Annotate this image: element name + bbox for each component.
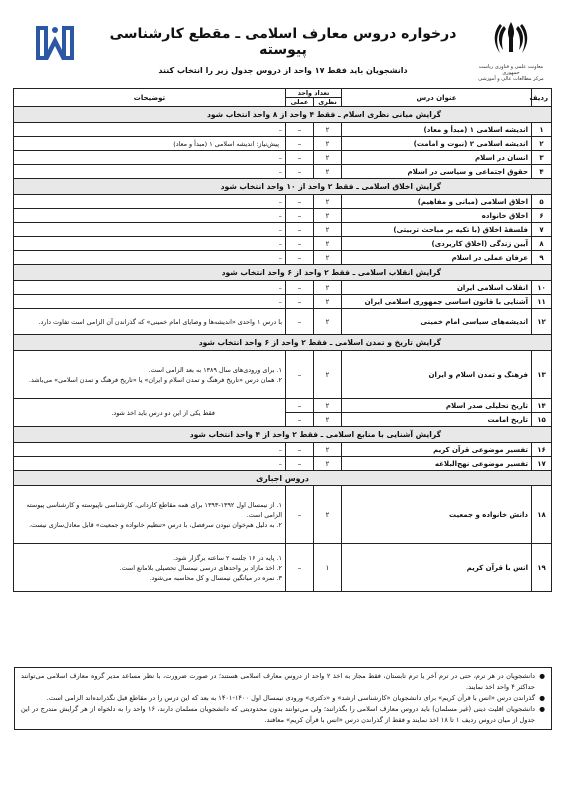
course-description: – (13, 443, 285, 457)
note-text: گذراندن درس «انس با قرآن کریم» برای دانشجویان «کارشناسی ارشد» و «دکتری» ورودی نیمسال اول ۱۴۰۰-۱۴۰۱ به بعد که این درس را در مقاطع قبل نگذرانده‌اند الزامی است. (46, 694, 535, 702)
theory-units: ۲ (314, 486, 342, 544)
row-number: ۱۱ (532, 295, 552, 309)
theory-units: ۲ (314, 457, 342, 471)
row-number: ۴ (532, 165, 552, 179)
group-heading: گرایش انقلاب اسلامی ـ فقط ۲ واحد از ۶ واحد انتخاب شود (13, 265, 551, 281)
table-row (13, 137, 551, 151)
practical-units: – (285, 251, 313, 265)
note-item (21, 704, 545, 726)
practical-units: – (285, 413, 313, 427)
row-number: ۱۰ (532, 281, 552, 295)
practical-units: – (285, 457, 313, 471)
course-title: تاریخ تحلیلی صدر اسلام (342, 399, 532, 413)
theory-units: ۲ (314, 223, 342, 237)
course-title: اندیشه اسلامی ۱ (مبدأ و معاد) (342, 123, 532, 137)
group-heading: گرایش اخلاق اسلامی ـ فقط ۲ واحد از ۱۰ واحد انتخاب شود (13, 179, 551, 195)
header-row-number: ردیف (532, 89, 552, 107)
row-number: ۱۴ (532, 399, 552, 413)
note-text: دانشجویان در هر ترم، حتی در ترم آخر یا ترم تابستان، فقط مجاز به اخذ ۲ واحد از دروس معارف اسلامی هستند؛ در صورت ضرورت، با نظر مساعد مدیر گروه معارف اسلامی می‌توانند حداکثر ۴ واحد اخذ نمایند. (21, 672, 535, 691)
practical-units: – (285, 309, 313, 335)
table-row (13, 351, 551, 399)
logo-caption: معاونت علمی و فناوری ریاست جمهوری مرکز مطالعات عالی و آموزشی (478, 64, 544, 82)
row-number: ۱۵ (532, 413, 552, 427)
course-title: حقوق اجتماعی و سیاسی در اسلام (342, 165, 532, 179)
practical-units: – (285, 165, 313, 179)
course-description: – (13, 281, 285, 295)
table-row (13, 486, 551, 544)
note-text: دانشجویان اقلیت دینی (غیر مسلمان) باید دروس معارف اسلامی را بگذرانند؛ ولی می‌توانند بدون محدودیتی که دانشجویان مسلمان دارند، ۱۶ واحد را به دلخواه از هر گرایش مندرج در این جدول از میان دروس ردیف ۱ تا ۱۸ اخذ نمایند و فقط از گذراندن درس «انس با قرآن کریم» معافند. (21, 705, 535, 724)
course-title: فلسفهٔ اخلاق (با تکیه بر مباحث تربیتی) (342, 223, 532, 237)
university-logo-icon (32, 20, 78, 66)
course-title: اندیشه‌های سیاسی امام خمینی (342, 309, 532, 335)
theory-units: ۲ (314, 165, 342, 179)
course-description: ۱. از نیمسال اول ۱۳۹۲-۱۳۹۳ برای همه مقاطع کاردانی، کارشناسی ناپیوسته و کارشناسی پیوسته الزامی است. ۲. به دلیل هم‌خوان نبودن سرفصل، با درس «تنظیم خانواده و جمعیت» قابل معادل‌سازی نیست. (13, 486, 285, 544)
practical-units: – (285, 351, 313, 399)
bullet-icon: ● (539, 672, 545, 680)
row-number: ۳ (532, 151, 552, 165)
course-title: اخلاق اسلامی (مبانی و مفاهیم) (342, 195, 532, 209)
table-row (13, 544, 551, 592)
course-title: عرفان عملی در اسلام (342, 251, 532, 265)
course-title: دانش خانواده و جمعیت (342, 486, 532, 544)
group-heading: گرایش تاریخ و تمدن اسلامی ـ فقط ۲ واحد از ۶ واحد انتخاب شود (13, 335, 551, 351)
notes-box (14, 667, 552, 730)
practical-units: – (285, 486, 313, 544)
table-row (13, 237, 551, 251)
practical-units: – (285, 151, 313, 165)
practical-units: – (285, 195, 313, 209)
row-number: ۱۶ (532, 443, 552, 457)
theory-units: ۲ (314, 237, 342, 251)
theory-units: ۲ (314, 309, 342, 335)
course-title: انقلاب اسلامی ایران (342, 281, 532, 295)
theory-units: ۲ (314, 123, 342, 137)
row-number: ۱۹ (532, 544, 552, 592)
row-number: ۱۷ (532, 457, 552, 471)
course-description: – (13, 295, 285, 309)
course-title: انسان در اسلام (342, 151, 532, 165)
page-subtitle: دانشجویان باید فقط ۱۷ واحد از دروس جدول زیر را انتخاب کنند (158, 66, 408, 75)
theory-units: ۲ (314, 137, 342, 151)
course-description: – (13, 151, 285, 165)
note-item (21, 693, 545, 704)
header-description: توضیحات (13, 89, 285, 107)
row-number: ۷ (532, 223, 552, 237)
practical-units: – (285, 443, 313, 457)
bullet-icon: ● (539, 705, 545, 713)
practical-units: – (285, 544, 313, 592)
table-row (13, 123, 551, 137)
course-description: ۱. برای ورودی‌های سال ۱۳۸۹ به بعد الزامی است. ۲. همان درس «تاریخ فرهنگ و تمدن اسلام و ایران» یا «تاریخ فرهنگ و تمدن اسلامی» می‌باشد. (13, 351, 285, 399)
group-heading: گرایش مبانی نظری اسلام ـ فقط ۴ واحد از ۸ واحد انتخاب شود (13, 107, 551, 123)
course-description: – (13, 457, 285, 471)
header-course-title: عنوان درس (342, 89, 532, 107)
course-title: آیین زندگی (اخلاق کاربردی) (342, 237, 532, 251)
table-row (13, 165, 551, 179)
theory-units: ۲ (314, 251, 342, 265)
document-header (14, 12, 552, 100)
title-block (104, 26, 462, 75)
theory-units: ۲ (314, 351, 342, 399)
table-row (13, 223, 551, 237)
table-row (13, 151, 551, 165)
theory-units: ۲ (314, 195, 342, 209)
course-title: تفسیر موضوعی نهج‌البلاغه (342, 457, 532, 471)
table-row (13, 281, 551, 295)
course-description: – (13, 237, 285, 251)
theory-units: ۲ (314, 209, 342, 223)
practical-units: – (285, 137, 313, 151)
row-number: ۶ (532, 209, 552, 223)
course-title: اندیشه اسلامی ۲ (نبوت و امامت) (342, 137, 532, 151)
theory-units: ۱ (314, 544, 342, 592)
table-row (13, 295, 551, 309)
table-row (13, 309, 551, 335)
theory-units: ۲ (314, 281, 342, 295)
course-title: تاریخ امامت (342, 413, 532, 427)
bullet-icon: ● (539, 694, 545, 702)
course-title: انس با قرآن کریم (342, 544, 532, 592)
course-title: تفسیر موضوعی قرآن کریم (342, 443, 532, 457)
note-item (21, 671, 545, 693)
header-theory: نظری (314, 98, 342, 107)
row-number: ۱۲ (532, 309, 552, 335)
course-description: – (13, 251, 285, 265)
row-number: ۸ (532, 237, 552, 251)
header-units: تعداد واحد (285, 89, 341, 98)
course-description: – (13, 223, 285, 237)
theory-units: ۲ (314, 151, 342, 165)
practical-units: – (285, 123, 313, 137)
course-description: – (13, 209, 285, 223)
group-heading: گرایش آشنایی با منابع اسلامی ـ فقط ۲ واحد از ۴ واحد انتخاب شود (13, 427, 551, 443)
required-section-heading: دروس اجباری (13, 471, 551, 486)
theory-units: ۲ (314, 413, 342, 427)
course-title: فرهنگ و تمدن اسلام و ایران (342, 351, 532, 399)
practical-units: – (285, 209, 313, 223)
iran-emblem-logo (476, 18, 546, 82)
practical-units: – (285, 237, 313, 251)
course-description: ۱. پایه در ۱۶ جلسه ۲ ساعته برگزار شود. ۲. اخذ مازاد بر واحدهای درسی نیمسال تحصیلی بلامانع است. ۳. نمره در میانگین نیمسال و کل محاسبه می‌شود. (13, 544, 285, 592)
row-number: ۱ (532, 123, 552, 137)
course-title: آشنایی با قانون اساسی جمهوری اسلامی ایران (342, 295, 532, 309)
table-row (13, 457, 551, 471)
row-number: ۲ (532, 137, 552, 151)
table-row (13, 209, 551, 223)
practical-units: – (285, 223, 313, 237)
course-description: – (13, 195, 285, 209)
header-practical: عملی (285, 98, 313, 107)
course-title: اخلاق خانواده (342, 209, 532, 223)
practical-units: – (285, 399, 313, 413)
azad-university-logo (20, 20, 90, 70)
courses-table (13, 88, 552, 592)
course-description: – (13, 123, 285, 137)
table-row (13, 251, 551, 265)
course-description: – (13, 165, 285, 179)
iran-emblem-icon (491, 18, 531, 58)
table-row (13, 399, 551, 413)
row-number: ۱۳ (532, 351, 552, 399)
course-description: فقط یکی از این دو درس باید اخذ شود. (13, 399, 285, 427)
course-description: با درس ۱ واحدی «اندیشه‌ها و وصایای امام خمینی» که گذراندن آن الزامی است تفاوت دارد. (13, 309, 285, 335)
practical-units: – (285, 281, 313, 295)
theory-units: ۲ (314, 443, 342, 457)
row-number: ۵ (532, 195, 552, 209)
practical-units: – (285, 295, 313, 309)
theory-units: ۲ (314, 295, 342, 309)
row-number: ۱۸ (532, 486, 552, 544)
table-row (13, 443, 551, 457)
theory-units: ۲ (314, 399, 342, 413)
course-description: پیش‌نیاز: اندیشه اسلامی ۱ (مبدأ و معاد) (13, 137, 285, 151)
table-row (13, 195, 551, 209)
row-number: ۹ (532, 251, 552, 265)
page-title: درخواره دروس معارف اسلامی ـ مقطع کارشناسی پیوسته (109, 26, 457, 58)
